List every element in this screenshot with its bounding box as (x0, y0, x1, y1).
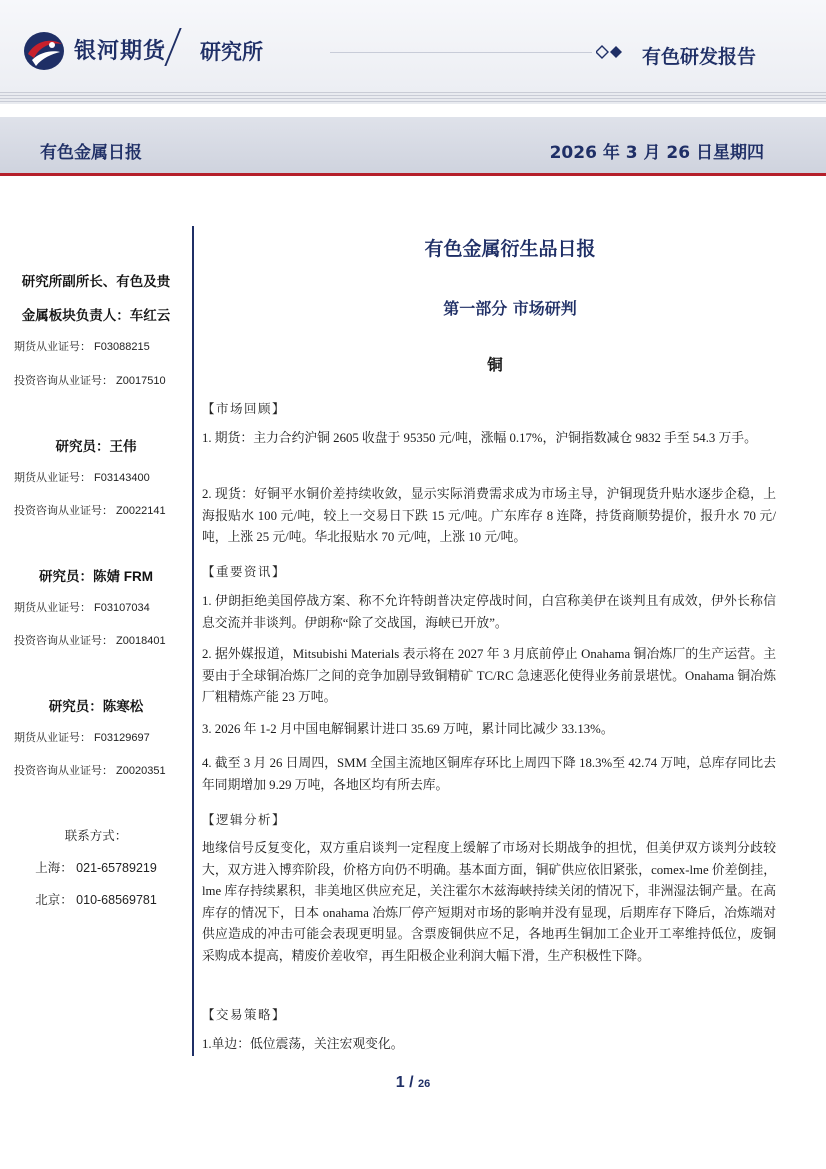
section-heading-review: 【市场回顾】 (202, 402, 287, 416)
report-type: 有色研发报告 (641, 46, 756, 68)
contact-shanghai: 上海： 021-65789219 (35, 861, 157, 875)
analyst-futures-id: 期货从业证号： F03143400 (14, 472, 150, 484)
header-stripes (0, 92, 826, 104)
department-name: 研究所 (200, 40, 263, 64)
section-heading-strategy: 【交易策略】 (202, 1008, 287, 1022)
analyst-futures-id: 期货从业证号： F03088215 (14, 341, 150, 353)
contact-label: 联系方式： (64, 829, 128, 843)
logic-paragraph: 地缘信号反复变化，双方重启谈判一定程度上缓解了市场对长期战争的担忧，但美伊双方谈判分歧较大，双方进入博弈阶段，价格方向仍不明确。基本面方面，铜矿供应依旧紧张，comex-lme 价差倒挂，lme 库存持续累积，非美地区供应充足，关注霍尔木兹海峡持续关闭的情况下，非洲湿法铜产量。在高库存的情况下，日本 onahama 冶炼厂停产短期对市场的影响并没有显现，后期库存下降后，冶炼端对供应造成的冲击可能会表现更明显。含票废铜供应不足，各地再生铜加工企业开工率维持低位，废铜采购成本提高，精废价差收窄，再生阳极企业利润大幅下滑，生产积极性下降。 (202, 841, 776, 963)
analyst-title: 金属板块负责人：车红云 (21, 308, 171, 323)
section-heading-news: 【重要资讯】 (202, 565, 287, 579)
news-paragraph: 4. 截至 3 月 26 日周四，SMM 全国主流地区铜库存环比上周四下降 18.3%至 42.74 万吨，总库存同比去年同期增加 9.29 万吨，各地区均有所去库。 (202, 756, 776, 792)
report-date: 2026 年 3 月 26 日星期四 (549, 143, 764, 163)
analyst-title: 研究员：陈寒松 (48, 699, 144, 714)
strategy-paragraph: 1.单边：低位震荡，关注宏观变化。 (202, 1037, 404, 1051)
galaxy-logo-icon (22, 30, 66, 72)
daily-report-title: 有色金属日报 (40, 143, 142, 163)
report-main-title: 有色金属衍生品日报 (424, 238, 596, 260)
total-pages: 26 (418, 1078, 431, 1090)
news-paragraph: 3. 2026 年 1-2 月中国电解铜累计进口 35.69 万吨，累计同比减少 33.13%。 (202, 722, 614, 736)
page-number (0, 1074, 826, 1092)
analyst-title: 研究员：陈婧 FRM (39, 569, 153, 584)
review-paragraph: 2. 现货：好铜平水铜价差持续收敛，显示实际消费需求成为市场主导，沪铜现货升贴水逐步企稳，上海报贴水 100 元/吨，较上一交易日下跌 15 元/吨。广东库存 8 连降，持货商顺势提价，报升水 70 元/吨，上涨 25 元/吨。华北报贴水 70 元/吨，上涨 10 元/吨。 (202, 487, 776, 544)
header-decor-line (330, 52, 592, 53)
analyst-advisory-id: 投资咨询从业证号： Z0020351 (14, 765, 166, 777)
part-title: 第一部分 市场研判 (443, 299, 577, 318)
analyst-title: 研究员：王伟 (55, 439, 137, 454)
page-separator: / (409, 1074, 414, 1091)
news-paragraph: 1. 伊朗拒绝美国停战方案、称不允许特朗普决定停战时间，白宫称美伊在谈判且有成效，伊外长称信息交流并非谈判。伊朗称“除了交战国，海峡已开放”。 (202, 594, 776, 630)
analyst-title: 研究所副所长、有色及贵 (21, 274, 171, 289)
analyst-futures-id: 期货从业证号： F03107034 (14, 602, 150, 614)
sidebar-divider (192, 226, 194, 1056)
analyst-advisory-id: 投资咨询从业证号： Z0022141 (14, 505, 166, 517)
brand-name: 银河期货 (74, 39, 167, 64)
news-paragraph: 2. 据外媒报道，Mitsubishi Materials 表示将在 2027 年 3 月底前停止 Onahama 铜冶炼厂的生产运营。主要由于全球铜冶炼厂之间的竞争加剧导致铜精矿 TC/RC 急速恶化使得业务前景堪忧。Onahama 铜冶炼厂粗精炼产能 23 万吨。 (202, 647, 776, 704)
diamond-decor-icon (596, 44, 630, 60)
analyst-futures-id: 期货从业证号： F03129697 (14, 732, 150, 744)
metal-title: 铜 (487, 356, 503, 374)
subheader-accent-line (0, 173, 826, 176)
analyst-advisory-id: 投资咨询从业证号： Z0017510 (14, 375, 166, 387)
review-paragraph: 1. 期货：主力合约沪铜 2605 收盘于 95350 元/吨，涨幅 0.17%，沪铜指数减仓 9832 手至 54.3 万手。 (202, 431, 757, 445)
contact-beijing: 北京： 010-68569781 (35, 893, 157, 907)
current-page: 1 (395, 1074, 405, 1091)
analyst-advisory-id: 投资咨询从业证号： Z0018401 (14, 635, 166, 647)
section-heading-logic: 【逻辑分析】 (202, 813, 287, 827)
